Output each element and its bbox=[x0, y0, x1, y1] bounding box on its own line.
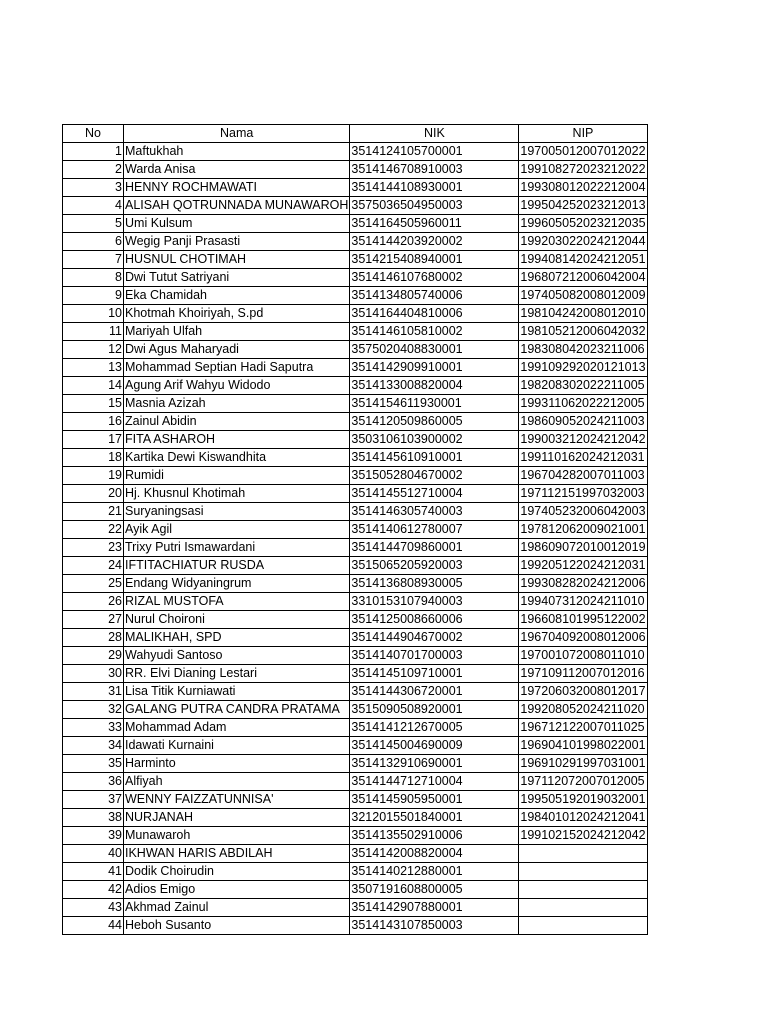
cell-nip: 199102152024212042 bbox=[519, 827, 647, 845]
header-nama: Nama bbox=[124, 125, 350, 143]
cell-no: 39 bbox=[63, 827, 124, 845]
cell-nama: Mohammad Adam bbox=[124, 719, 350, 737]
cell-nip bbox=[519, 863, 647, 881]
cell-nama: Maftukhah bbox=[124, 143, 350, 161]
cell-no: 36 bbox=[63, 773, 124, 791]
cell-nama: Harminto bbox=[124, 755, 350, 773]
cell-nik: 3514140701700003 bbox=[350, 647, 519, 665]
cell-nik: 3514132910690001 bbox=[350, 755, 519, 773]
cell-no: 24 bbox=[63, 557, 124, 575]
cell-nip: 196904101998022001 bbox=[519, 737, 647, 755]
cell-nama: Dodik Choirudin bbox=[124, 863, 350, 881]
cell-nik: 3514144709860001 bbox=[350, 539, 519, 557]
table-row bbox=[63, 575, 648, 593]
cell-no: 6 bbox=[63, 233, 124, 251]
cell-no: 35 bbox=[63, 755, 124, 773]
cell-no: 37 bbox=[63, 791, 124, 809]
table-row bbox=[63, 269, 648, 287]
cell-nik: 3515090508920001 bbox=[350, 701, 519, 719]
table-row bbox=[63, 827, 648, 845]
cell-nama: Lisa Titik Kurniawati bbox=[124, 683, 350, 701]
table-row bbox=[63, 467, 648, 485]
table-row bbox=[63, 449, 648, 467]
table-row bbox=[63, 485, 648, 503]
cell-nik: 3514124105700001 bbox=[350, 143, 519, 161]
cell-nik: 3514146305740003 bbox=[350, 503, 519, 521]
cell-nik: 3514143107850003 bbox=[350, 917, 519, 935]
cell-no: 30 bbox=[63, 665, 124, 683]
cell-nip: 196807212006042004 bbox=[519, 269, 647, 287]
cell-no: 25 bbox=[63, 575, 124, 593]
cell-nip bbox=[519, 917, 647, 935]
cell-nik: 3514141212670005 bbox=[350, 719, 519, 737]
table-row bbox=[63, 413, 648, 431]
cell-nama: HUSNUL CHOTIMAH bbox=[124, 251, 350, 269]
cell-no: 33 bbox=[63, 719, 124, 737]
table-row bbox=[63, 431, 648, 449]
cell-nik: 3515065205920003 bbox=[350, 557, 519, 575]
cell-nik: 3514134805740006 bbox=[350, 287, 519, 305]
cell-no: 19 bbox=[63, 467, 124, 485]
cell-nama: Endang Widyaningrum bbox=[124, 575, 350, 593]
cell-nama: Masnia Azizah bbox=[124, 395, 350, 413]
cell-nama: WENNY FAIZZATUNNISA' bbox=[124, 791, 350, 809]
table-row bbox=[63, 791, 648, 809]
cell-nama: GALANG PUTRA CANDRA PRATAMA bbox=[124, 701, 350, 719]
cell-nip: 198104242008012010 bbox=[519, 305, 647, 323]
cell-nik: 3514142909910001 bbox=[350, 359, 519, 377]
cell-no: 7 bbox=[63, 251, 124, 269]
cell-nik: 3507191608800005 bbox=[350, 881, 519, 899]
table-row bbox=[63, 593, 648, 611]
table-row bbox=[63, 521, 648, 539]
table-row bbox=[63, 197, 648, 215]
cell-nama: HENNY ROCHMAWATI bbox=[124, 179, 350, 197]
cell-nip bbox=[519, 899, 647, 917]
cell-nama: Adios Emigo bbox=[124, 881, 350, 899]
cell-nip: 199108272023212022 bbox=[519, 161, 647, 179]
cell-nip: 197405082008012009 bbox=[519, 287, 647, 305]
cell-nip: 198609072010012019 bbox=[519, 539, 647, 557]
cell-nik: 3514144203920002 bbox=[350, 233, 519, 251]
cell-nik: 3514146105810002 bbox=[350, 323, 519, 341]
cell-nip: 199505192019032001 bbox=[519, 791, 647, 809]
cell-nip: 199407312024211010 bbox=[519, 593, 647, 611]
cell-nama: NURJANAH bbox=[124, 809, 350, 827]
cell-no: 12 bbox=[63, 341, 124, 359]
table-row bbox=[63, 881, 648, 899]
header-row bbox=[63, 125, 648, 143]
table-row bbox=[63, 341, 648, 359]
table-row bbox=[63, 917, 648, 935]
cell-nip: 199308012022212004 bbox=[519, 179, 647, 197]
cell-nama: Zainul Abidin bbox=[124, 413, 350, 431]
cell-no: 44 bbox=[63, 917, 124, 935]
cell-nip: 199203022024212044 bbox=[519, 233, 647, 251]
table-row bbox=[63, 215, 648, 233]
table-row bbox=[63, 395, 648, 413]
cell-nama: Mariyah Ulfah bbox=[124, 323, 350, 341]
cell-nama: Ayik Agil bbox=[124, 521, 350, 539]
cell-nip: 199311062022212005 bbox=[519, 395, 647, 413]
cell-nik: 3503106103900002 bbox=[350, 431, 519, 449]
cell-no: 2 bbox=[63, 161, 124, 179]
cell-nama: Hj. Khusnul Khotimah bbox=[124, 485, 350, 503]
table-row bbox=[63, 719, 648, 737]
cell-no: 20 bbox=[63, 485, 124, 503]
cell-no: 13 bbox=[63, 359, 124, 377]
cell-nip: 196704092008012006 bbox=[519, 629, 647, 647]
cell-nik: 3575036504950003 bbox=[350, 197, 519, 215]
cell-nama: Suryaningsasi bbox=[124, 503, 350, 521]
cell-nama: FITA ASHAROH bbox=[124, 431, 350, 449]
cell-nik: 3515052804670002 bbox=[350, 467, 519, 485]
table-row bbox=[63, 899, 648, 917]
cell-nik: 3514145610910001 bbox=[350, 449, 519, 467]
cell-nip: 196712122007011025 bbox=[519, 719, 647, 737]
cell-nip: 197812062009021001 bbox=[519, 521, 647, 539]
cell-nip bbox=[519, 845, 647, 863]
cell-nama: RIZAL MUSTOFA bbox=[124, 593, 350, 611]
cell-no: 3 bbox=[63, 179, 124, 197]
cell-no: 29 bbox=[63, 647, 124, 665]
cell-nip: 199205122024212031 bbox=[519, 557, 647, 575]
cell-nip: 197112151997032003 bbox=[519, 485, 647, 503]
cell-no: 31 bbox=[63, 683, 124, 701]
cell-nama: Trixy Putri Ismawardani bbox=[124, 539, 350, 557]
cell-nik: 3514136808930005 bbox=[350, 575, 519, 593]
table-row bbox=[63, 359, 648, 377]
cell-nip: 198208302022211005 bbox=[519, 377, 647, 395]
cell-nama: Idawati Kurnaini bbox=[124, 737, 350, 755]
cell-no: 21 bbox=[63, 503, 124, 521]
cell-no: 42 bbox=[63, 881, 124, 899]
table-row bbox=[63, 233, 648, 251]
cell-nik: 3514135502910006 bbox=[350, 827, 519, 845]
cell-nip: 198401012024212041 bbox=[519, 809, 647, 827]
table-row bbox=[63, 701, 648, 719]
cell-nik: 3514144108930001 bbox=[350, 179, 519, 197]
cell-no: 28 bbox=[63, 629, 124, 647]
cell-nip: 199109292020121013 bbox=[519, 359, 647, 377]
cell-no: 38 bbox=[63, 809, 124, 827]
table-row bbox=[63, 305, 648, 323]
table-row bbox=[63, 161, 648, 179]
cell-nama: Eka Chamidah bbox=[124, 287, 350, 305]
cell-nama: MALIKHAH, SPD bbox=[124, 629, 350, 647]
cell-nama: Umi Kulsum bbox=[124, 215, 350, 233]
cell-nip: 196704282007011003 bbox=[519, 467, 647, 485]
cell-no: 40 bbox=[63, 845, 124, 863]
cell-nip: 197109112007012016 bbox=[519, 665, 647, 683]
cell-nik: 3514142008820004 bbox=[350, 845, 519, 863]
employee-table bbox=[62, 124, 648, 935]
cell-nik: 3514164505960011 bbox=[350, 215, 519, 233]
cell-nip: 199110162024212031 bbox=[519, 449, 647, 467]
cell-nip: 199208052024211020 bbox=[519, 701, 647, 719]
cell-no: 1 bbox=[63, 143, 124, 161]
cell-no: 22 bbox=[63, 521, 124, 539]
cell-nik: 3212015501840001 bbox=[350, 809, 519, 827]
cell-nip: 196910291997031001 bbox=[519, 755, 647, 773]
cell-nip: 196608101995122002 bbox=[519, 611, 647, 629]
cell-no: 32 bbox=[63, 701, 124, 719]
cell-no: 8 bbox=[63, 269, 124, 287]
cell-nama: ALISAH QOTRUNNADA MUNAWAROH bbox=[124, 197, 350, 215]
cell-nama: Alfiyah bbox=[124, 773, 350, 791]
table-row bbox=[63, 809, 648, 827]
cell-no: 10 bbox=[63, 305, 124, 323]
cell-no: 14 bbox=[63, 377, 124, 395]
cell-no: 17 bbox=[63, 431, 124, 449]
table-row bbox=[63, 143, 648, 161]
table-row bbox=[63, 179, 648, 197]
table-row bbox=[63, 629, 648, 647]
cell-nik: 3514146708910003 bbox=[350, 161, 519, 179]
cell-nik: 3514215408940001 bbox=[350, 251, 519, 269]
table-row bbox=[63, 647, 648, 665]
cell-nama: Akhmad Zainul bbox=[124, 899, 350, 917]
cell-no: 34 bbox=[63, 737, 124, 755]
cell-nik: 3514120509860005 bbox=[350, 413, 519, 431]
cell-nip: 198609052024211003 bbox=[519, 413, 647, 431]
cell-nip bbox=[519, 881, 647, 899]
cell-nik: 3514133008820004 bbox=[350, 377, 519, 395]
table-row bbox=[63, 755, 648, 773]
cell-nik: 3514142907880001 bbox=[350, 899, 519, 917]
table-row bbox=[63, 611, 648, 629]
cell-nik: 3514164404810006 bbox=[350, 305, 519, 323]
cell-nip: 199308282024212006 bbox=[519, 575, 647, 593]
cell-nama: Rumidi bbox=[124, 467, 350, 485]
table-row bbox=[63, 557, 648, 575]
cell-nip: 199605052023212035 bbox=[519, 215, 647, 233]
cell-nama: Dwi Agus Maharyadi bbox=[124, 341, 350, 359]
cell-no: 5 bbox=[63, 215, 124, 233]
cell-nik: 3514144712710004 bbox=[350, 773, 519, 791]
cell-no: 9 bbox=[63, 287, 124, 305]
cell-nik: 3514140612780007 bbox=[350, 521, 519, 539]
cell-nama: IKHWAN HARIS ABDILAH bbox=[124, 845, 350, 863]
cell-no: 23 bbox=[63, 539, 124, 557]
cell-nama: Agung Arif Wahyu Widodo bbox=[124, 377, 350, 395]
cell-nama: Warda Anisa bbox=[124, 161, 350, 179]
table-row bbox=[63, 287, 648, 305]
cell-nip: 199408142024212051 bbox=[519, 251, 647, 269]
cell-nip: 197005012007012022 bbox=[519, 143, 647, 161]
cell-nik: 3514154611930001 bbox=[350, 395, 519, 413]
cell-nama: Khotmah Khoiriyah, S.pd bbox=[124, 305, 350, 323]
table-row bbox=[63, 251, 648, 269]
cell-nik: 3514144904670002 bbox=[350, 629, 519, 647]
cell-nama: Munawaroh bbox=[124, 827, 350, 845]
cell-no: 15 bbox=[63, 395, 124, 413]
table-row bbox=[63, 665, 648, 683]
table-row bbox=[63, 377, 648, 395]
cell-nip: 199504252023212013 bbox=[519, 197, 647, 215]
table-row bbox=[63, 323, 648, 341]
cell-no: 43 bbox=[63, 899, 124, 917]
cell-nik: 3514146107680002 bbox=[350, 269, 519, 287]
cell-nama: Mohammad Septian Hadi Saputra bbox=[124, 359, 350, 377]
cell-no: 4 bbox=[63, 197, 124, 215]
header-nik: NIK bbox=[350, 125, 519, 143]
cell-nip: 197405232006042003 bbox=[519, 503, 647, 521]
cell-nip: 198105212006042032 bbox=[519, 323, 647, 341]
cell-nik: 3514125008660006 bbox=[350, 611, 519, 629]
table-row bbox=[63, 863, 648, 881]
cell-nama: Dwi Tutut Satriyani bbox=[124, 269, 350, 287]
table-row bbox=[63, 845, 648, 863]
table-body bbox=[63, 143, 648, 935]
cell-nik: 3514145109710001 bbox=[350, 665, 519, 683]
cell-no: 27 bbox=[63, 611, 124, 629]
header-no: No bbox=[63, 125, 124, 143]
cell-nip: 197206032008012017 bbox=[519, 683, 647, 701]
cell-no: 16 bbox=[63, 413, 124, 431]
cell-nama: RR. Elvi Dianing Lestari bbox=[124, 665, 350, 683]
cell-nik: 3514140212880001 bbox=[350, 863, 519, 881]
cell-nik: 3514145905950001 bbox=[350, 791, 519, 809]
cell-nama: Wahyudi Santoso bbox=[124, 647, 350, 665]
cell-nik: 3514145512710004 bbox=[350, 485, 519, 503]
cell-nik: 3514145004690009 bbox=[350, 737, 519, 755]
table-row bbox=[63, 737, 648, 755]
table-row bbox=[63, 683, 648, 701]
cell-nama: Nurul Choironi bbox=[124, 611, 350, 629]
header-nip: NIP bbox=[519, 125, 647, 143]
cell-nama: Kartika Dewi Kiswandhita bbox=[124, 449, 350, 467]
cell-nama: IFTITACHIATUR RUSDA bbox=[124, 557, 350, 575]
cell-nip: 197001072008011010 bbox=[519, 647, 647, 665]
table-row bbox=[63, 773, 648, 791]
cell-no: 11 bbox=[63, 323, 124, 341]
cell-nip: 198308042023211006 bbox=[519, 341, 647, 359]
cell-nip: 197112072007012005 bbox=[519, 773, 647, 791]
cell-nik: 3310153107940003 bbox=[350, 593, 519, 611]
cell-nama: Heboh Susanto bbox=[124, 917, 350, 935]
table-row bbox=[63, 539, 648, 557]
cell-no: 26 bbox=[63, 593, 124, 611]
cell-nip: 199003212024212042 bbox=[519, 431, 647, 449]
cell-nik: 3575020408830001 bbox=[350, 341, 519, 359]
table-row bbox=[63, 503, 648, 521]
cell-nik: 3514144306720001 bbox=[350, 683, 519, 701]
cell-no: 18 bbox=[63, 449, 124, 467]
cell-no: 41 bbox=[63, 863, 124, 881]
cell-nama: Wegig Panji Prasasti bbox=[124, 233, 350, 251]
